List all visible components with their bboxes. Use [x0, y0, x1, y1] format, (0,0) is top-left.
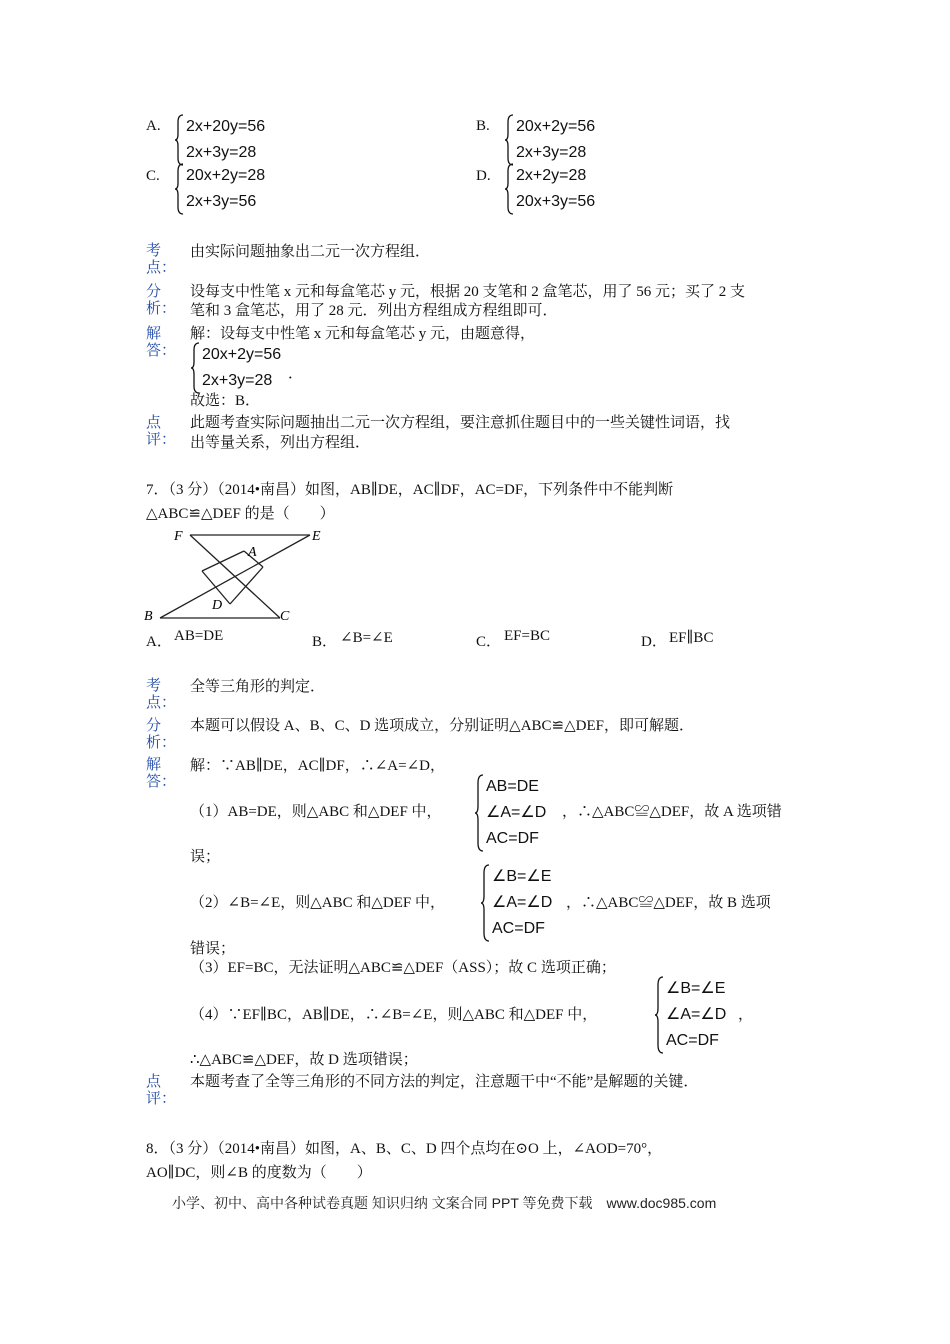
dianping-text: 此题考查实际问题抽出二元一次方程组，要注意抓住题目中的一些关键性词语，找 [190, 415, 731, 431]
equation: 2x+3y=28 [186, 144, 257, 161]
case-text: ∴△ABC≌△DEF，故 D 选项错误； [190, 1052, 418, 1068]
option-letter: D． [641, 634, 667, 650]
equation: ∠A=∠D [492, 894, 553, 911]
brace-icon [480, 864, 490, 942]
equation: ∠B=∠E [666, 980, 726, 997]
option-letter: A． [146, 634, 172, 650]
option-text: AB=DE [174, 628, 224, 644]
brace-icon [504, 163, 514, 215]
brace-icon [474, 774, 484, 852]
option-letter: C. [146, 168, 160, 184]
case-text: ， [738, 1007, 754, 1023]
point-label-f: F [174, 529, 183, 544]
brace-icon [174, 114, 184, 166]
case-text: （1）AB=DE，则△ABC 和△DEF 中， [190, 804, 442, 820]
equation: ∠A=∠D [666, 1006, 727, 1023]
case-text: 错误； [190, 941, 236, 957]
point-label-e: E [312, 529, 321, 544]
equation: AC=DF [492, 920, 545, 937]
jieda-label: 解答： [146, 757, 177, 790]
point-label-a: A [248, 545, 257, 560]
option-letter: A. [146, 118, 161, 134]
equation-system [504, 114, 624, 166]
equation: 20x+2y=56 [202, 346, 282, 363]
equation-system [504, 163, 624, 215]
dianping-label: 点评： [146, 415, 177, 448]
kaodian-label: 考点： [146, 243, 177, 276]
fenxi-text: 设每支中性笔 x 元和每盒笔芯 y 元，根据 20 支笔和 2 盒笔芯，用了 56 元；买了 2 支 [190, 284, 746, 300]
case-text: 误； [190, 849, 221, 865]
jieda-text: 解：设每支中性笔 x 元和每盒笔芯 y 元，由题意得， [190, 326, 536, 342]
equation: 2x+2y=28 [516, 167, 587, 184]
equation: AB=DE [486, 778, 539, 795]
dianping-label: 点评： [146, 1074, 177, 1107]
option-letter: B. [476, 118, 490, 134]
option-letter: D. [476, 168, 491, 184]
equation: 2x+20y=56 [186, 118, 266, 135]
question-stem: 8．（3 分）（2014•南昌）如图，A、B、C、D 四个点均在⊙O 上，∠AOD=70°， [146, 1141, 663, 1157]
period: ． [288, 366, 304, 382]
equation-system [174, 114, 294, 166]
equation: 2x+3y=56 [186, 193, 257, 210]
option-letter: C． [476, 634, 502, 650]
dianping-text: 出等量关系，列出方程组． [190, 435, 371, 451]
equation: 20x+3y=56 [516, 193, 596, 210]
fenxi-text: 本题可以假设 A、B、C、D 选项成立，分别证明△ABC≌△DEF，即可解题． [190, 718, 694, 734]
point-label-d: D [212, 598, 223, 613]
fenxi-label: 分析： [146, 284, 177, 317]
equation-system [174, 163, 294, 215]
equation: AC=DF [486, 830, 539, 847]
equation: 20x+2y=28 [186, 167, 266, 184]
equation: AC=DF [666, 1032, 719, 1049]
question-stem: AO∥DC，则∠B 的度数为（ ） [146, 1165, 372, 1181]
kaodian-text: 由实际问题抽象出二元一次方程组． [190, 244, 431, 260]
brace-icon [174, 163, 184, 215]
option-text: EF=BC [504, 628, 550, 644]
equation: ∠B=∠E [492, 868, 552, 885]
fenxi-label: 分析： [146, 718, 177, 751]
question-stem: 7．（3 分）（2014•南昌）如图，AB∥DE，AC∥DF，AC=DF，下列条件中不能判断 [146, 482, 674, 498]
equation-system [474, 774, 574, 852]
jieda-label: 解答： [146, 326, 177, 359]
case-text: ，∴△ABC≌△DEF，故 A 选项错 [562, 804, 782, 820]
segment-ab [202, 551, 244, 571]
answer: 故选：B． [190, 393, 261, 409]
option-text: EF∥BC [669, 630, 714, 646]
fenxi-text: 笔和 3 盒笔芯，用了 28 元．列出方程组成方程组即可． [190, 303, 558, 319]
geometry-figure [140, 524, 340, 628]
case-text: （4）∵EF∥BC，AB∥DE，∴∠B=∠E，则△ABC 和△DEF 中， [190, 1007, 598, 1023]
kaodian-text: 全等三角形的判定． [190, 679, 326, 695]
brace-icon [190, 342, 200, 394]
equation: 2x+3y=28 [516, 144, 587, 161]
question-stem: △ABC≌△DEF 的是（ ） [146, 506, 335, 522]
point-label-b: B [144, 609, 153, 624]
page-footer: 小学、初中、高中各种试卷真题 知识归纳 文案合同 PPT 等免费下载 www.doc985.com [172, 1195, 717, 1211]
segment-fc [190, 535, 280, 618]
case-text: （2）∠B=∠E，则△ABC 和△DEF 中， [190, 895, 446, 911]
brace-icon [654, 976, 664, 1054]
kaodian-label: 考点： [146, 678, 177, 711]
equation-system [480, 864, 580, 942]
equation: 2x+3y=28 [202, 372, 273, 389]
point-label-c: C [280, 609, 290, 624]
option-text: ∠B=∠E [340, 630, 393, 646]
brace-icon [504, 114, 514, 166]
case-text: （3）EF=BC，无法证明△ABC≌△DEF（ASS）；故 C 选项正确； [190, 960, 616, 976]
equation: ∠A=∠D [486, 804, 547, 821]
jieda-text: 解：∵AB∥DE，AC∥DF，∴∠A=∠D， [190, 758, 445, 774]
equation: 20x+2y=56 [516, 118, 596, 135]
option-letter: B． [312, 634, 338, 650]
dianping-text: 本题考查了全等三角形的不同方法的判定，注意题干中“不能”是解题的关键． [190, 1074, 699, 1090]
case-text: ，∴△ABC≌△DEF，故 B 选项 [566, 895, 771, 911]
